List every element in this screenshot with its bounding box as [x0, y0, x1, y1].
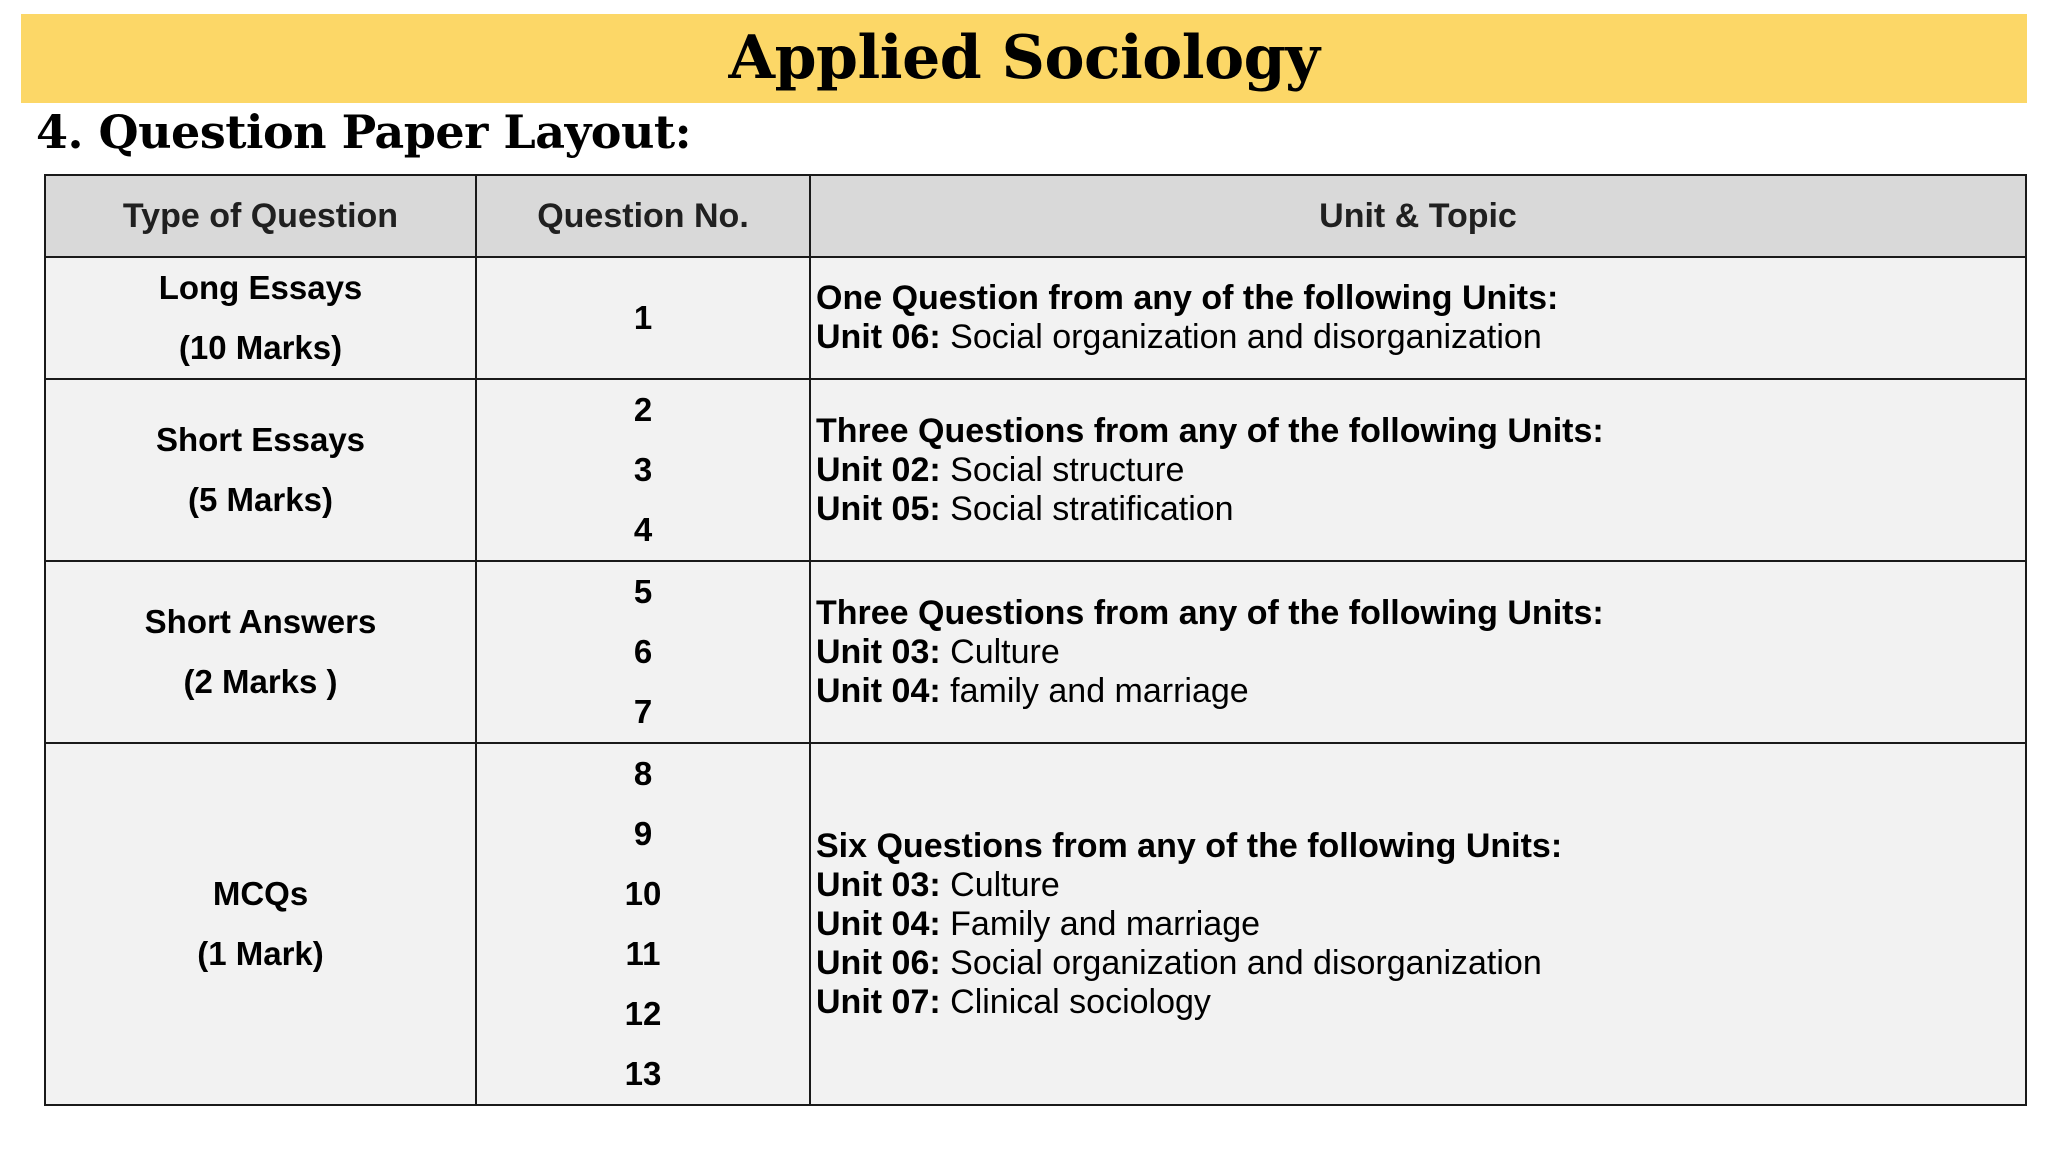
unit-topic: Culture	[950, 632, 1060, 671]
unit-code: Unit 03:	[816, 632, 941, 671]
unit-topic: Social stratification	[950, 489, 1234, 528]
unit-topic-cell	[810, 379, 2026, 561]
question-type-cell	[45, 561, 476, 743]
question-number: 9	[633, 815, 653, 852]
unit-line	[816, 672, 2025, 711]
table-row	[45, 743, 2026, 1105]
question-layout-table	[44, 174, 2027, 1106]
question-type-name: Short Essays	[155, 421, 366, 458]
question-number: 4	[633, 511, 653, 548]
question-number: 5	[633, 573, 653, 610]
header-type-of-question: Type of Question	[45, 175, 476, 257]
unit-code: Unit 04:	[816, 904, 941, 943]
unit-topic-cell	[810, 561, 2026, 743]
unit-topic-cell	[810, 743, 2026, 1105]
unit-topic: Clinical sociology	[950, 982, 1211, 1021]
unit-line	[816, 490, 2025, 529]
section-heading: 4. Question Paper Layout:	[36, 105, 692, 159]
unit-topic-cell	[810, 257, 2026, 379]
topic-heading: One Question from any of the following Units:	[816, 279, 1559, 317]
question-number-cell	[476, 561, 810, 743]
question-type-cell	[45, 257, 476, 379]
unit-code: Unit 04:	[816, 671, 941, 710]
topic-heading: Three Questions from any of the following Units:	[816, 411, 1604, 450]
unit-code: Unit 02:	[816, 450, 941, 489]
page-title: Applied Sociology	[728, 23, 1320, 93]
unit-code: Unit 05:	[816, 489, 941, 528]
table-header-row	[45, 175, 2026, 257]
table-row	[45, 561, 2026, 743]
unit-topic: Family and marriage	[950, 904, 1261, 943]
unit-line	[816, 318, 2025, 357]
header-question-no: Question No.	[476, 175, 810, 257]
question-number: 3	[633, 451, 653, 488]
question-number: 10	[624, 875, 662, 912]
question-number: 8	[633, 755, 653, 792]
table-row	[45, 257, 2026, 379]
question-number: 6	[633, 633, 653, 670]
question-number-cell	[476, 743, 810, 1105]
question-number: 2	[633, 391, 653, 428]
unit-line	[816, 944, 2025, 983]
unit-topic: family and marriage	[950, 671, 1249, 710]
unit-code: Unit 03:	[816, 865, 941, 904]
question-type-marks: (1 Mark)	[197, 935, 324, 972]
question-number-cell	[476, 379, 810, 561]
question-type-cell	[45, 743, 476, 1105]
header-unit-topic: Unit & Topic	[810, 175, 2026, 257]
unit-line	[816, 905, 2025, 944]
unit-line	[816, 983, 2025, 1022]
question-number: 1	[633, 299, 653, 336]
question-type-name: Long Essays	[158, 269, 363, 306]
topic-heading: Three Questions from any of the following Units:	[816, 593, 1604, 632]
unit-line	[816, 866, 2025, 905]
unit-line	[816, 451, 2025, 490]
unit-topic: Culture	[950, 865, 1060, 904]
unit-line	[816, 633, 2025, 672]
question-type-cell	[45, 379, 476, 561]
table-row	[45, 379, 2026, 561]
question-number-cell	[476, 257, 810, 379]
question-type-name: Short Answers	[144, 603, 377, 640]
question-type-marks: (5 Marks)	[188, 481, 333, 518]
question-number: 7	[633, 693, 653, 730]
question-type-marks: (2 Marks )	[183, 663, 338, 700]
question-number: 13	[624, 1055, 662, 1092]
question-number: 12	[624, 995, 662, 1032]
unit-code: Unit 06:	[816, 318, 941, 356]
unit-topic: Social structure	[950, 450, 1185, 489]
topic-heading: Six Questions from any of the following Units:	[816, 826, 1563, 865]
title-banner	[21, 14, 2027, 103]
question-type-name: MCQs	[212, 875, 309, 912]
unit-code: Unit 07:	[816, 982, 941, 1021]
question-type-marks: (10 Marks)	[178, 329, 343, 366]
question-number: 11	[625, 935, 661, 972]
unit-topic: Social organization and disorganization	[950, 943, 1542, 982]
unit-topic: Social organization and disorganization	[950, 318, 1542, 356]
unit-code: Unit 06:	[816, 943, 941, 982]
